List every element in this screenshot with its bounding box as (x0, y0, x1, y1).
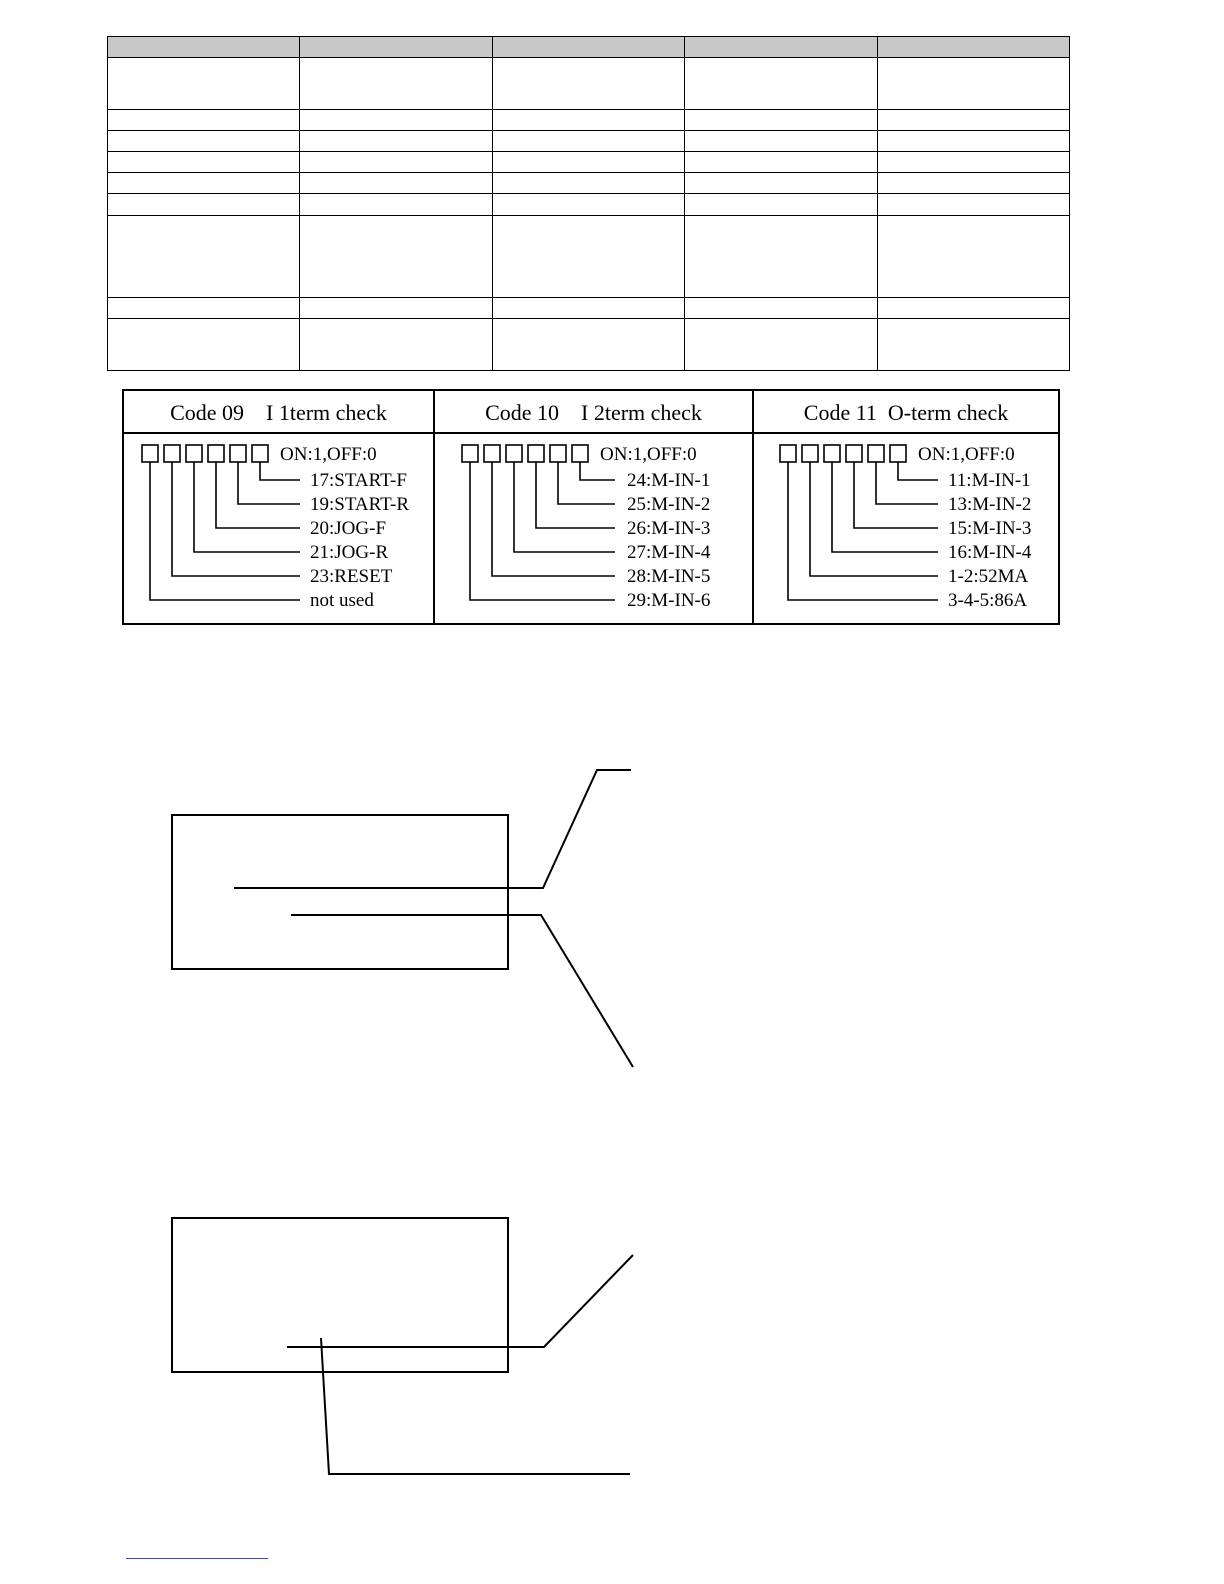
table-row (108, 297, 1070, 318)
table-cell (685, 173, 877, 194)
table-cell (685, 297, 877, 318)
table-cell (492, 173, 684, 194)
code-09-bit-diagram (124, 432, 433, 623)
table-cell (108, 110, 300, 131)
table-cell (300, 58, 492, 110)
terminal-label: 3-4-5:86A (948, 590, 1028, 611)
bit-box (208, 445, 224, 462)
display-callout-diagram-1 (0, 760, 700, 1080)
terminal-label: 20:JOG-F (310, 518, 387, 539)
table-cell (108, 131, 300, 152)
terminal-label: 25:M-IN-2 (627, 494, 711, 515)
bit-box (890, 445, 906, 462)
code-10-panel (433, 391, 752, 623)
callout-leader (287, 1255, 633, 1347)
on-off-label: ON:1,OFF:0 (918, 444, 1015, 465)
table-cell (685, 131, 877, 152)
terminal-label: 11:M-IN-1 (948, 470, 1031, 491)
table-row (108, 131, 1070, 152)
bit-box (824, 445, 840, 462)
bit-box (484, 445, 500, 462)
display-callout-diagram-2 (0, 1210, 700, 1490)
table-row (108, 152, 1070, 173)
bit-box (868, 445, 884, 462)
bit-box (506, 445, 522, 462)
on-off-label: ON:1,OFF:0 (600, 444, 697, 465)
table-cell (877, 215, 1069, 297)
table-cell (300, 131, 492, 152)
table-cell (108, 58, 300, 110)
bit-box (780, 445, 796, 462)
table-cell (108, 173, 300, 194)
leader-line (536, 462, 615, 528)
table-header-cell (877, 37, 1069, 58)
table-cell (685, 110, 877, 131)
table-cell (877, 152, 1069, 173)
terminal-label: not used (310, 590, 374, 611)
terminal-label: 1-2:52MA (948, 566, 1029, 587)
leader-line (514, 462, 615, 552)
terminal-label: 27:M-IN-4 (627, 542, 711, 563)
code-09-title: Code 09 I 1term check (124, 391, 433, 434)
parameter-table (107, 36, 1070, 371)
leader-line (810, 462, 938, 576)
code-11-title: Code 11 O-term check (754, 391, 1058, 434)
terminal-label: 15:M-IN-3 (948, 518, 1032, 539)
table-cell (877, 194, 1069, 215)
leader-line (194, 462, 300, 552)
bit-box (550, 445, 566, 462)
code-11-bit-diagram (754, 432, 1058, 623)
table-header-cell (300, 37, 492, 58)
bit-box (142, 445, 158, 462)
table-cell (300, 215, 492, 297)
bit-box (802, 445, 818, 462)
bit-box (462, 445, 478, 462)
table-cell (877, 110, 1069, 131)
table-cell (492, 318, 684, 370)
table-cell (492, 58, 684, 110)
callout-leader (321, 1338, 630, 1474)
table-cell (877, 297, 1069, 318)
table-cell (877, 318, 1069, 370)
terminal-label: 28:M-IN-5 (627, 566, 711, 587)
table-row (108, 173, 1070, 194)
terminal-check-diagram (122, 389, 1060, 625)
terminal-label: 17:START-F (310, 470, 407, 491)
table-cell (492, 110, 684, 131)
leader-line (172, 462, 300, 576)
leader-line (558, 462, 615, 504)
code-09-panel (124, 391, 433, 623)
table-cell (492, 194, 684, 215)
table-header-cell (492, 37, 684, 58)
table-header-row (108, 37, 1070, 58)
terminal-label: 16:M-IN-4 (948, 542, 1032, 563)
leader-line (238, 462, 300, 504)
callout-leader (291, 915, 633, 1067)
bit-box (846, 445, 862, 462)
leader-line (854, 462, 938, 528)
table-cell (685, 318, 877, 370)
table-cell (492, 152, 684, 173)
terminal-label: 26:M-IN-3 (627, 518, 711, 539)
code-11-panel (752, 391, 1058, 623)
bit-box (230, 445, 246, 462)
display-frame (172, 815, 508, 969)
table-cell (108, 215, 300, 297)
table-cell (300, 297, 492, 318)
terminal-label: 13:M-IN-2 (948, 494, 1032, 515)
table-cell (685, 152, 877, 173)
leader-line (832, 462, 938, 552)
leader-line (492, 462, 615, 576)
terminal-label: 19:START-R (310, 494, 410, 515)
callout-leader (234, 770, 631, 888)
terminal-label: 23:RESET (310, 566, 393, 587)
on-off-label: ON:1,OFF:0 (280, 444, 377, 465)
table-cell (108, 152, 300, 173)
table-cell (685, 194, 877, 215)
table-cell (108, 194, 300, 215)
display-frame (172, 1218, 508, 1372)
bit-box (186, 445, 202, 462)
terminal-label: 21:JOG-R (310, 542, 389, 563)
table-row (108, 58, 1070, 110)
table-cell (877, 173, 1069, 194)
bit-box (528, 445, 544, 462)
table-cell (300, 173, 492, 194)
table-cell (108, 318, 300, 370)
table-cell (300, 110, 492, 131)
code-10-bit-diagram (435, 432, 752, 623)
table-cell (877, 58, 1069, 110)
table-cell (492, 297, 684, 318)
bit-box (252, 445, 268, 462)
table-row (108, 215, 1070, 297)
table-header-cell (685, 37, 877, 58)
table-cell (685, 58, 877, 110)
table-cell (108, 297, 300, 318)
bit-box (164, 445, 180, 462)
table-cell (877, 131, 1069, 152)
table-row (108, 194, 1070, 215)
table-row (108, 318, 1070, 370)
table-cell (685, 215, 877, 297)
table-header-cell (108, 37, 300, 58)
leader-line (876, 462, 938, 504)
table-cell (300, 152, 492, 173)
leader-line (216, 462, 300, 528)
table-cell (492, 131, 684, 152)
footer-rule (126, 1558, 268, 1559)
table-cell (300, 318, 492, 370)
code-10-title: Code 10 I 2term check (435, 391, 752, 434)
table-row (108, 110, 1070, 131)
bit-box (572, 445, 588, 462)
table-cell (492, 215, 684, 297)
table-cell (300, 194, 492, 215)
terminal-label: 29:M-IN-6 (627, 590, 711, 611)
terminal-label: 24:M-IN-1 (627, 470, 711, 491)
